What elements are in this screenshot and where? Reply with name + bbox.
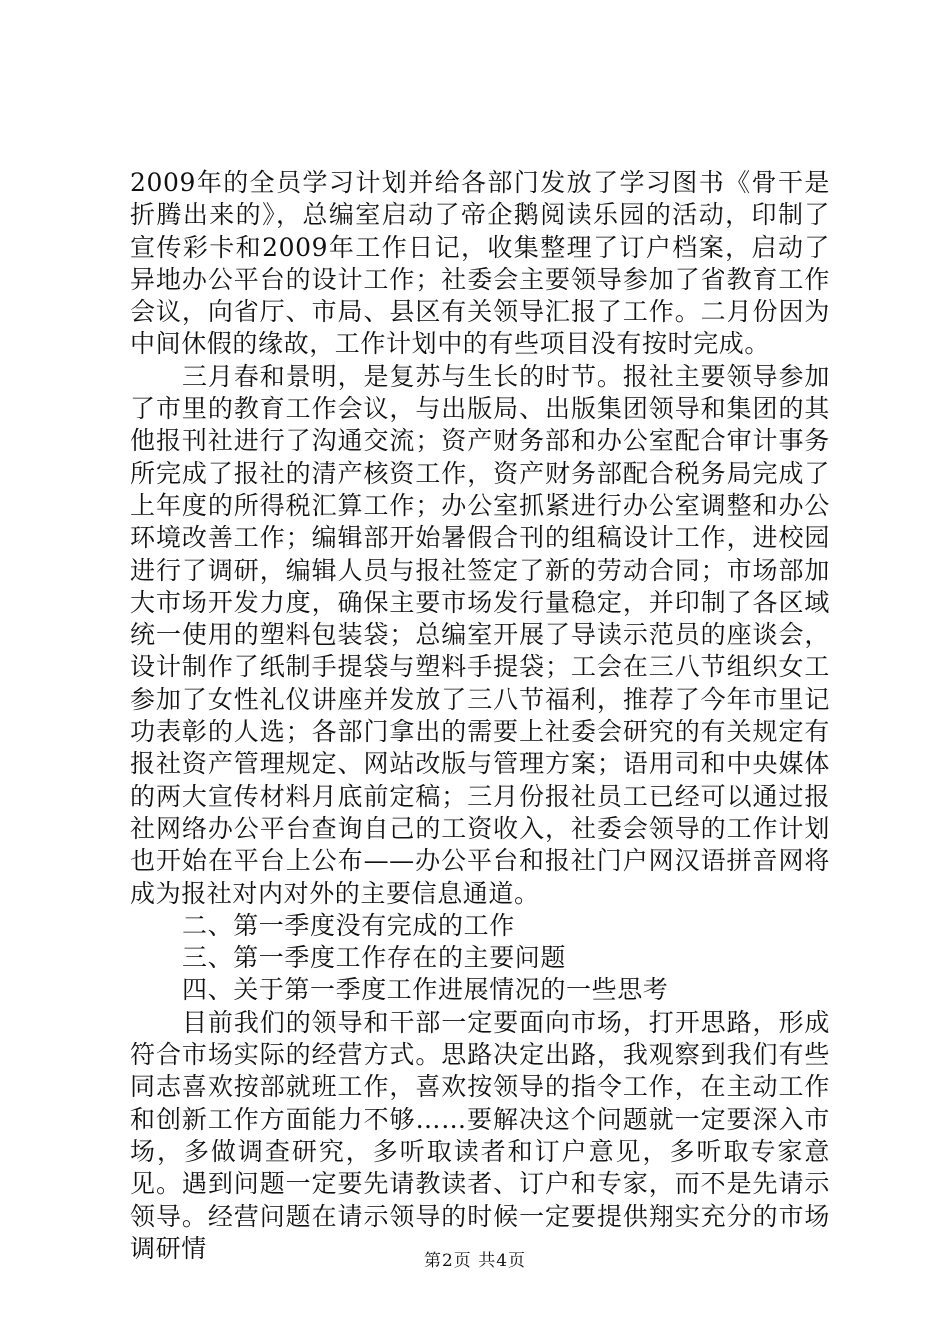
paragraph-study-plan: 2009年的全员学习计划并给各部门发放了学习图书《骨干是折腾出来的》，总编室启动了帝企鹅阅读乐园的活动，印制了宣传彩卡和2009年工作日记，收集整理了订户档案，启动了异地办公平台的设计工作；社委会主要领导参加了省教育工作会议，向省厅、市局、县区有关领导汇报了工作。二月份因为中间休假的缘故，工作计划中的有些项目没有按时完成。 [130, 168, 830, 359]
page-footer: 第2页 共4页 [423, 1251, 527, 1271]
heading-unfinished-work: 二、第一季度没有完成的工作 [182, 910, 515, 940]
document-body [130, 167, 830, 1265]
paragraph-march-work: 三月春和景明，是复苏与生长的时节。报社主要领导参加了市里的教育工作会议，与出版局、出版集团领导和集团的其他报刊社进行了沟通交流；资产财务部和办公室配合审计事务所完成了报社的清产核资工作，资产财务部配合税务局完成了上年度的所得税汇算工作；办公室抓紧进行办公室调整和办公环境改善工作；编辑部开始暑假合刊的组稿设计工作，进校园进行了调研，编辑人员与报社签定了新的劳动合同；市场部加大市场开发力度，确保主要市场发行量稳定，并印制了各区域统一使用的塑料包装袋；总编室开展了导读示范员的座谈会，设计制作了纸制手提袋与塑料手提袋；工会在三八节组织女工参加了女性礼仪讲座并发放了三八节福利，推荐了今年市里记功表彰的人选；各部门拿出的需要上社委会研究的有关规定有报社资产管理规定、网站改版与管理方案；语用司和中央媒体的两大宣传材料月底前定稿；三月份报社员工已经可以通过报社网络办公平台查询自己的工资收入，社委会领导的工作计划也开始在平台上公布——办公平台和报社门户网汉语拼音网将成为报社对内对外的主要信息通道。 [130, 361, 830, 908]
heading-reflections: 四、关于第一季度工作进展情况的一些思考 [182, 975, 669, 1005]
heading-main-problems: 三、第一季度工作存在的主要问题 [182, 943, 567, 973]
paragraph-market-thinking: 目前我们的领导和干部一定要面向市场，打开思路，形成符合市场实际的经营方式。思路决定出路，我观察到我们有些同志喜欢按部就班工作，喜欢按领导的指令工作，在主动工作和创新工作方面能力不够……要解决这个问题就一定要深入市场，多做调查研究，多听取读者和订户意见，多听取专家意见。遇到问题一定要先请教读者、订户和专家，而不是先请示领导。经营问题在请示领导的时候一定要提供翔实充分的市场调研情 [130, 1007, 830, 1263]
